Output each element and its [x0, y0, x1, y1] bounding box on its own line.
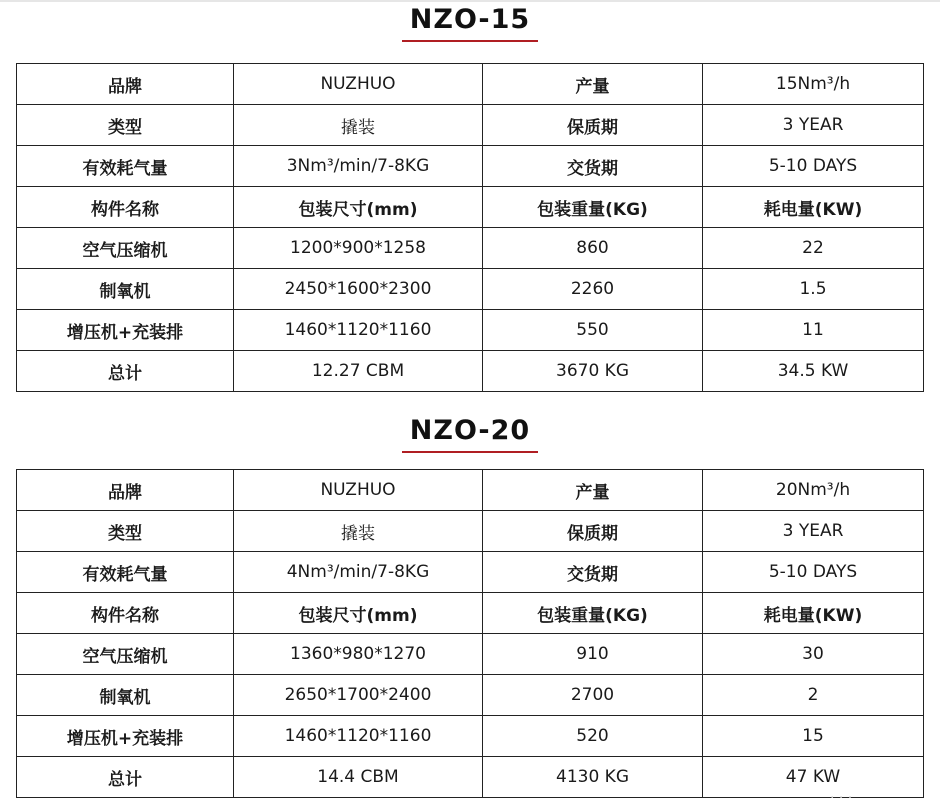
table-value-cell: 47 KW [703, 757, 924, 798]
table-row [17, 187, 924, 228]
table-value-cell: 860 [483, 228, 703, 269]
table-value-cell: 12.27 CBM [234, 351, 483, 392]
table-row [17, 64, 924, 105]
table-row [17, 269, 924, 310]
table-value-cell: 2450*1600*2300 [234, 269, 483, 310]
table-label-cell: 类型 [17, 511, 234, 552]
model-title: NZO-15 [402, 4, 538, 42]
table-label-cell: 类型 [17, 105, 234, 146]
table-value-cell: 撬装 [234, 105, 483, 146]
table-label-cell: 空气压缩机 [17, 228, 234, 269]
table-label-cell: 产量 [483, 470, 703, 511]
table-label-cell: 增压机+充装排 [17, 716, 234, 757]
table-row [17, 552, 924, 593]
table-label-cell: 空气压缩机 [17, 634, 234, 675]
table-value-cell: NUZHUO [234, 64, 483, 105]
table-value-cell: 910 [483, 634, 703, 675]
table-label-cell: 构件名称 [17, 187, 234, 228]
table-value-cell: 2 [703, 675, 924, 716]
table-label-cell: 交货期 [483, 552, 703, 593]
table-value-cell: 14.4 CBM [234, 757, 483, 798]
table-value-cell: 2650*1700*2400 [234, 675, 483, 716]
table-value-cell: 520 [483, 716, 703, 757]
table-label-cell: 保质期 [483, 511, 703, 552]
table-label-cell: 保质期 [483, 105, 703, 146]
table-value-cell: 1460*1120*1160 [234, 716, 483, 757]
table-label-cell: 有效耗气量 [17, 552, 234, 593]
table-label-cell: 制氧机 [17, 269, 234, 310]
table-label-cell: 品牌 [17, 470, 234, 511]
table-value-cell: NUZHUO [234, 470, 483, 511]
table-label-cell: 包装重量(KG) [483, 187, 703, 228]
table-value-cell: 1.5 [703, 269, 924, 310]
table-row [17, 757, 924, 798]
table-value-cell: 3 YEAR [703, 105, 924, 146]
table-row [17, 105, 924, 146]
table-value-cell: 1460*1120*1160 [234, 310, 483, 351]
section-title-wrap [0, 4, 940, 42]
table-value-cell: 15Nm³/h [703, 64, 924, 105]
table-label-cell: 耗电量(KW) [703, 593, 924, 634]
table-value-cell: 2700 [483, 675, 703, 716]
watermark: · · · [830, 790, 853, 806]
table-value-cell: 5-10 DAYS [703, 146, 924, 187]
table-label-cell: 包装重量(KG) [483, 593, 703, 634]
table-label-cell: 有效耗气量 [17, 146, 234, 187]
table-value-cell: 1200*900*1258 [234, 228, 483, 269]
table-label-cell: 增压机+充装排 [17, 310, 234, 351]
table-row [17, 228, 924, 269]
section-title-wrap [0, 415, 940, 453]
table-row [17, 511, 924, 552]
spec-table [16, 469, 924, 798]
table-row [17, 351, 924, 392]
table-label-cell: 总计 [17, 351, 234, 392]
table-row [17, 593, 924, 634]
table-value-cell: 15 [703, 716, 924, 757]
table-label-cell: 包装尺寸(mm) [234, 187, 483, 228]
table-row [17, 716, 924, 757]
table-value-cell: 3Nm³/min/7-8KG [234, 146, 483, 187]
table-label-cell: 耗电量(KW) [703, 187, 924, 228]
table-value-cell: 撬装 [234, 511, 483, 552]
table-row [17, 634, 924, 675]
table-value-cell: 3 YEAR [703, 511, 924, 552]
table-value-cell: 5-10 DAYS [703, 552, 924, 593]
table-row [17, 470, 924, 511]
spec-table [16, 63, 924, 392]
table-value-cell: 4130 KG [483, 757, 703, 798]
top-divider [0, 0, 940, 2]
table-value-cell: 34.5 KW [703, 351, 924, 392]
table-value-cell: 2260 [483, 269, 703, 310]
table-value-cell: 3670 KG [483, 351, 703, 392]
table-label-cell: 包装尺寸(mm) [234, 593, 483, 634]
table-label-cell: 产量 [483, 64, 703, 105]
table-value-cell: 4Nm³/min/7-8KG [234, 552, 483, 593]
table-label-cell: 总计 [17, 757, 234, 798]
table-label-cell: 品牌 [17, 64, 234, 105]
table-value-cell: 30 [703, 634, 924, 675]
table-value-cell: 550 [483, 310, 703, 351]
table-row [17, 310, 924, 351]
table-label-cell: 交货期 [483, 146, 703, 187]
table-value-cell: 11 [703, 310, 924, 351]
table-label-cell: 构件名称 [17, 593, 234, 634]
model-title: NZO-20 [402, 415, 538, 453]
table-row [17, 675, 924, 716]
table-value-cell: 20Nm³/h [703, 470, 924, 511]
table-value-cell: 22 [703, 228, 924, 269]
table-row [17, 146, 924, 187]
table-label-cell: 制氧机 [17, 675, 234, 716]
table-value-cell: 1360*980*1270 [234, 634, 483, 675]
